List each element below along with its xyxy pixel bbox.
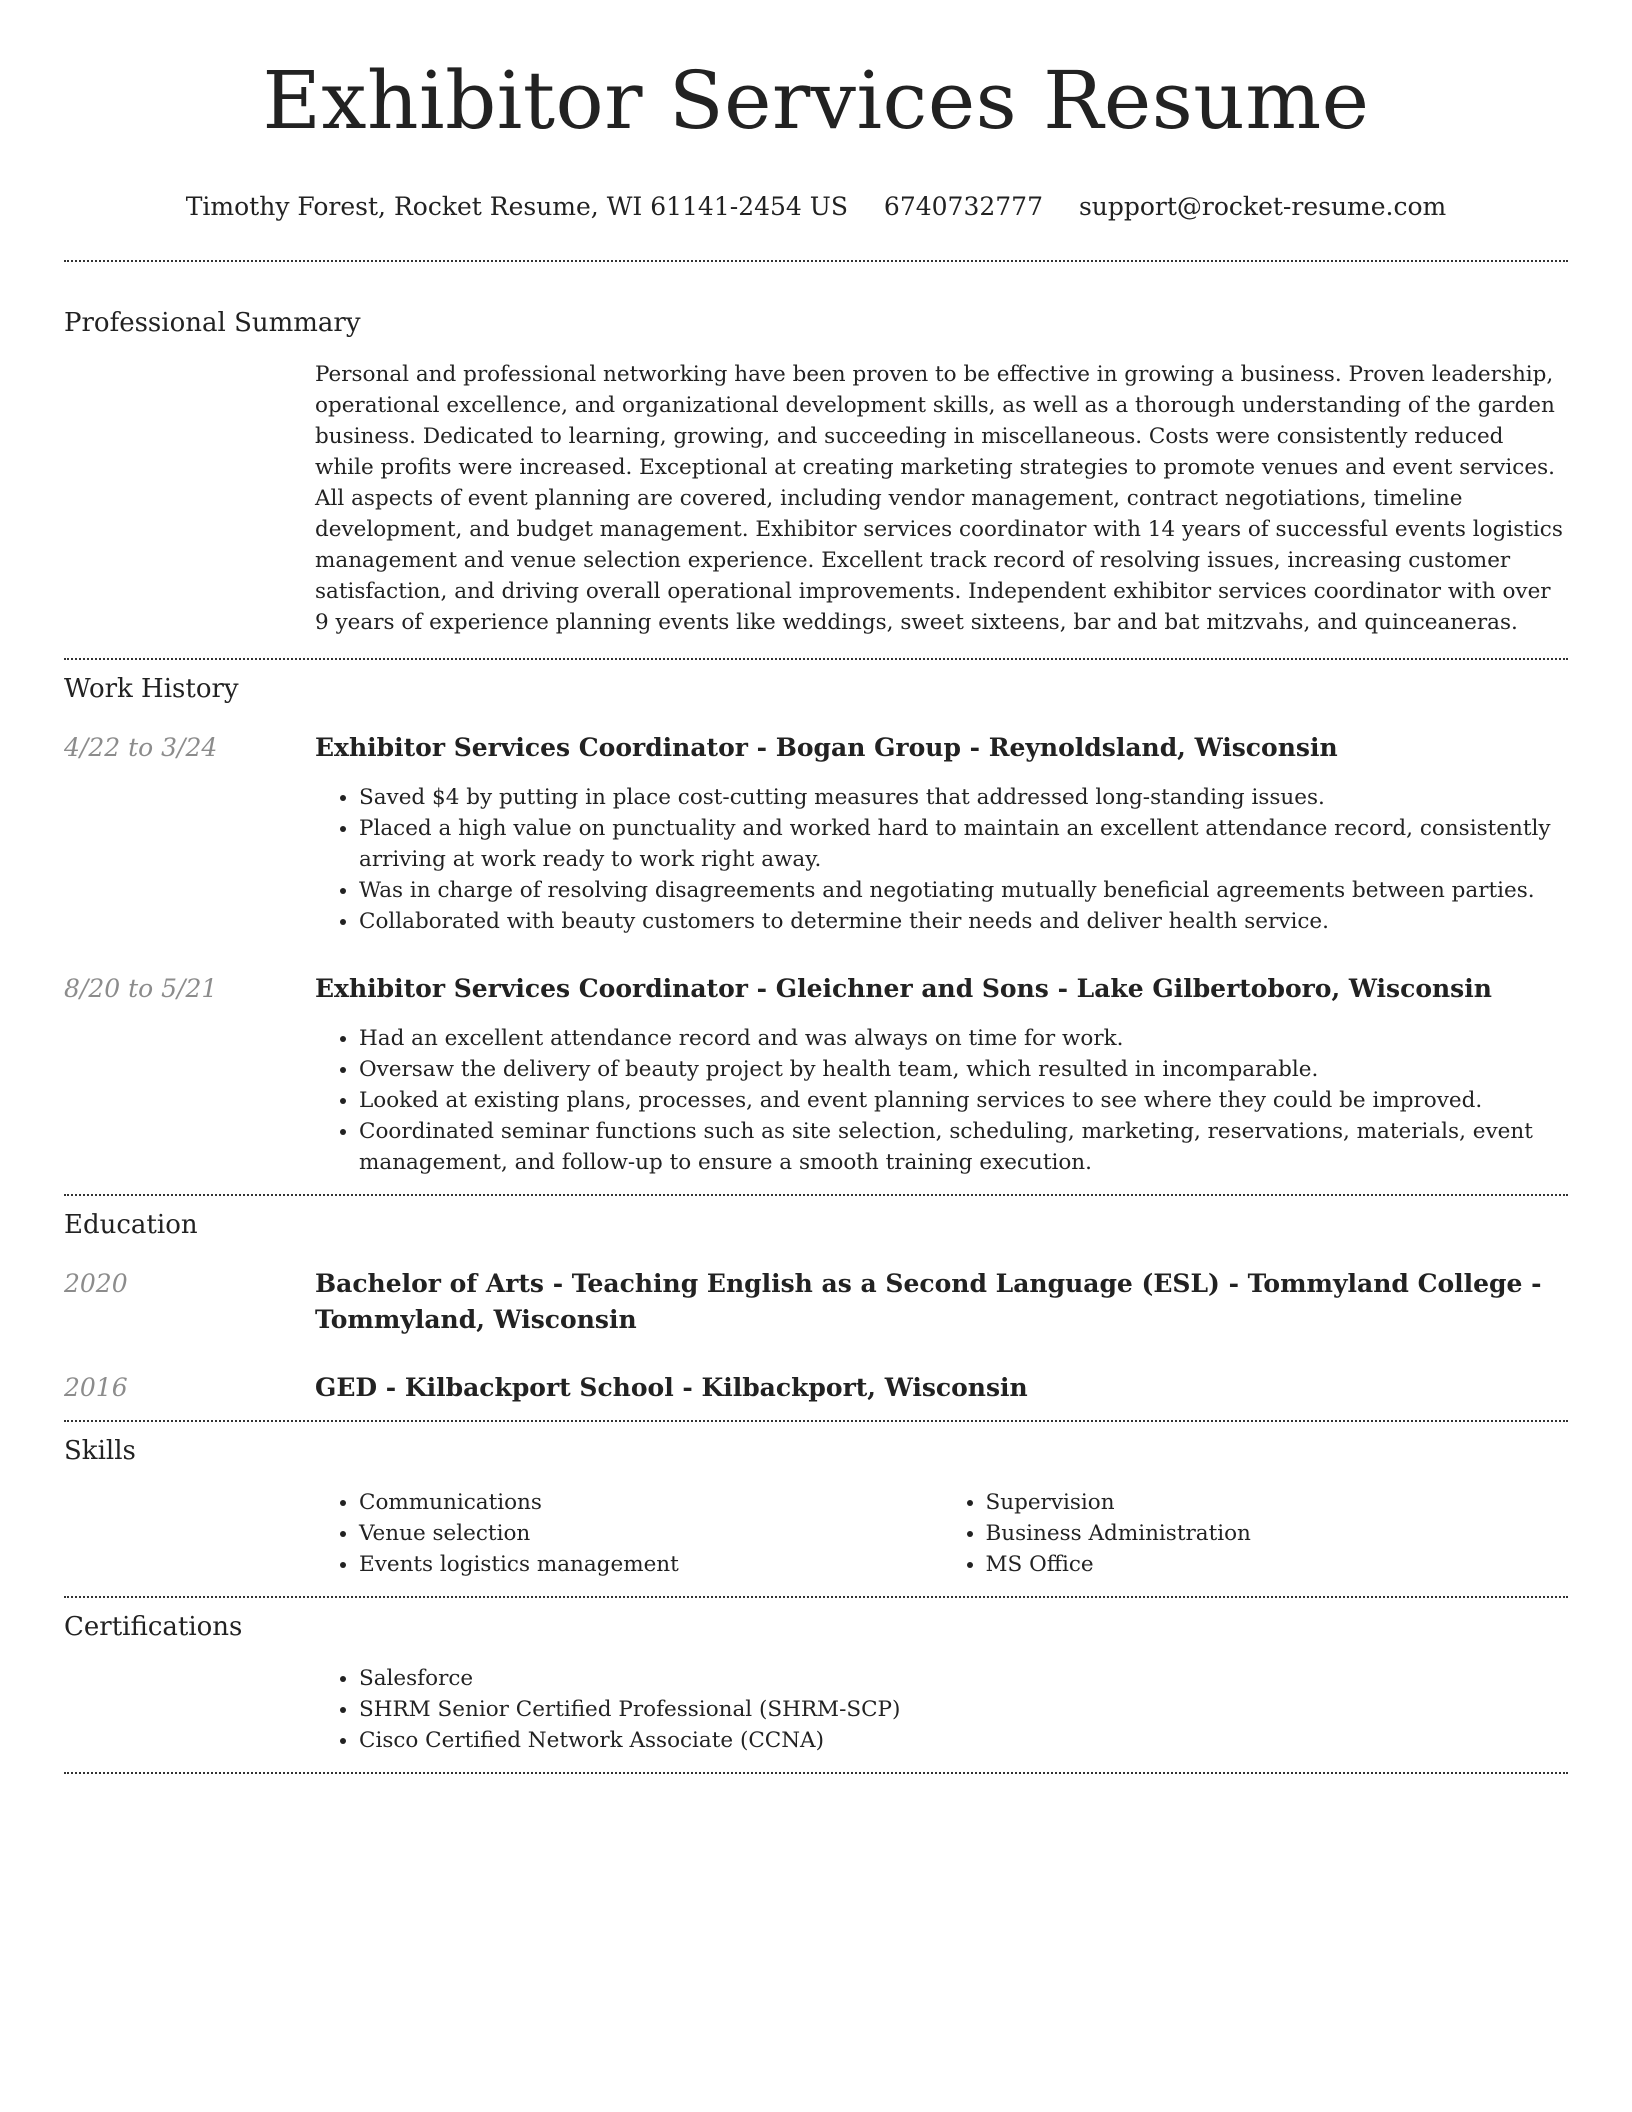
contact-email: support@rocket-resume.com [1078,192,1447,221]
list-item: • Saved $4 by putting in place cost-cutting measures that addressed long-standing issues. [359,782,1568,813]
contact-address: Timothy Forest, Rocket Resume, WI 61141-2454 US [185,192,848,221]
education-heading: GED - Kilbackport School - Kilbackport, Wisconsin [315,1373,1028,1402]
list-item: • Communications [359,1487,942,1518]
list-item: • Oversaw the delivery of beauty project by health team, which resulted in incomparable. [359,1054,1568,1085]
list-item: • Supervision [986,1487,1569,1518]
education-entry [64,1370,1568,1406]
list-item: • Collaborated with beauty customers to determine their needs and deliver health service. [359,906,1568,937]
job-bullets [315,1023,1568,1178]
skills-list [315,1487,1568,1580]
section-title-summary: Professional Summary [64,308,361,338]
contact-phone: 6740732777 [883,192,1043,221]
summary-section [64,262,1568,638]
skills-column-left [315,1487,942,1580]
section-title-work-history: Work History [64,674,239,704]
certifications-list [315,1663,1568,1756]
section-title-skills: Skills [64,1436,136,1466]
certifications-section [64,1598,1568,1756]
divider [64,1772,1568,1774]
work-history-section [64,660,1568,1178]
section-title-education: Education [64,1210,198,1240]
list-item: • SHRM Senior Certified Professional (SHRM-SCP) [359,1694,1568,1725]
list-item: • MS Office [986,1549,1569,1580]
education-year: 2016 [64,1373,128,1402]
education-heading: Bachelor of Arts - Teaching English as a Second Language (ESL) - Tommyland College - Tommyland, Wisconsin [315,1269,1542,1334]
list-item: • Coordinated seminar functions such as site selection, scheduling, marketing, reservations, materials, event management, and follow-up to ensure a smooth training execution. [359,1116,1568,1178]
list-item: • Looked at existing plans, processes, and event planning services to see where they could be improved. [359,1085,1568,1116]
job-dates: 8/20 to 5/21 [64,974,218,1003]
list-item: • Was in charge of resolving disagreements and negotiating mutually beneficial agreements between parties. [359,875,1568,906]
skills-column-right [942,1487,1569,1580]
contact-line [64,190,1568,224]
list-item: • Salesforce [359,1663,1568,1694]
education-year: 2020 [64,1269,128,1298]
summary-text: Personal and professional networking have been proven to be effective in growing a business. Proven leadership, operational excellence, and organizational development skills, as well as a thorough understanding of the garden business. Dedicated to learning, growing, and succeeding in miscellaneous. Costs were consistently reduced while profits were increased. Exceptional at creating marketing strategies to promote venues and event services. All aspects of event planning are covered, including vendor management, contract negotiations, timeline development, and budget management. Exhibitor services coordinator with 14 years of successful events logistics management and venue selection experience. Excellent track record of resolving issues, increasing customer satisfaction, and driving overall operational improvements. Independent exhibitor services coordinator with over 9 years of experience planning events like weddings, sweet sixteens, bar and bat mitzvahs, and quinceaneras. [315,362,1563,635]
education-section [64,1196,1568,1406]
job-entry [64,730,1568,937]
skills-section [64,1422,1568,1580]
list-item: • Had an excellent attendance record and was always on time for work. [359,1023,1568,1054]
job-heading: Exhibitor Services Coordinator - Bogan Group - Reynoldsland, Wisconsin [315,733,1338,762]
job-heading: Exhibitor Services Coordinator - Gleichner and Sons - Lake Gilbertoboro, Wisconsin [315,974,1492,1003]
list-item: • Cisco Certified Network Associate (CCNA) [359,1725,1568,1756]
list-item: • Placed a high value on punctuality and worked hard to maintain an excellent attendance record, consistently arriving at work ready to work right away. [359,813,1568,875]
job-dates: 4/22 to 3/24 [64,733,218,762]
list-item: • Venue selection [359,1518,942,1549]
job-entry [64,971,1568,1178]
section-title-certifications: Certifications [64,1612,243,1642]
education-entry [64,1266,1568,1338]
resume-title: Exhibitor Services Resume [262,54,1370,147]
list-item: • Business Administration [986,1518,1569,1549]
job-bullets [315,782,1568,937]
list-item: • Events logistics management [359,1549,942,1580]
